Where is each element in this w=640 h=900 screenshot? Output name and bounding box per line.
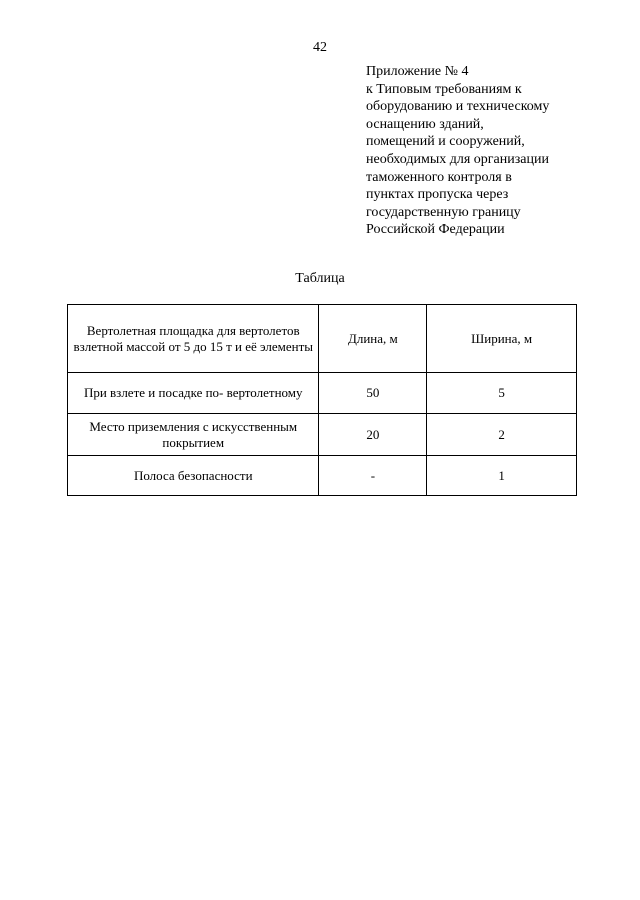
table-cell: 2: [427, 414, 577, 456]
page-number: 42: [313, 40, 327, 55]
helipad-dimensions-table: [67, 304, 577, 496]
header-cell-width: Ширина, м: [427, 305, 577, 373]
annex-line: Приложение № 4: [366, 64, 469, 79]
table-cell: -: [319, 456, 427, 496]
table-cell: При взлете и посадке по- вертолетному: [68, 373, 319, 414]
annex-line: необходимых для организации: [366, 151, 549, 167]
annex-line: Российской Федерации: [366, 222, 505, 238]
annex-line: помещений и сооружений,: [366, 134, 525, 150]
table-cell: 50: [319, 373, 427, 414]
header-cell-length: Длина, м: [319, 305, 427, 373]
table-cell: Полоса безопасности: [68, 456, 319, 496]
table-cell: 20: [319, 414, 427, 456]
header-cell-element: Вертолетная площадка для вертолетов взлетной массой от 5 до 15 т и её элементы: [68, 305, 319, 373]
annex-line: к Типовым требованиям к: [366, 81, 522, 97]
table-caption: Таблица: [295, 271, 345, 286]
annex-line: оборудованию и техническому: [366, 99, 550, 115]
table-cell: 5: [427, 373, 577, 414]
table-row: [68, 414, 577, 456]
annex-header: [366, 63, 616, 239]
table-row: [68, 456, 577, 496]
table-cell: 1: [427, 456, 577, 496]
table-cell: Место приземления с искусственным покрытием: [68, 414, 319, 456]
table-header-row: [68, 305, 577, 373]
annex-line: таможенного контроля в: [366, 169, 512, 185]
annex-line: оснащению зданий,: [366, 116, 484, 132]
annex-line: государственную границу: [366, 204, 521, 220]
annex-line: пунктах пропуска через: [366, 187, 509, 203]
table-row: [68, 373, 577, 414]
